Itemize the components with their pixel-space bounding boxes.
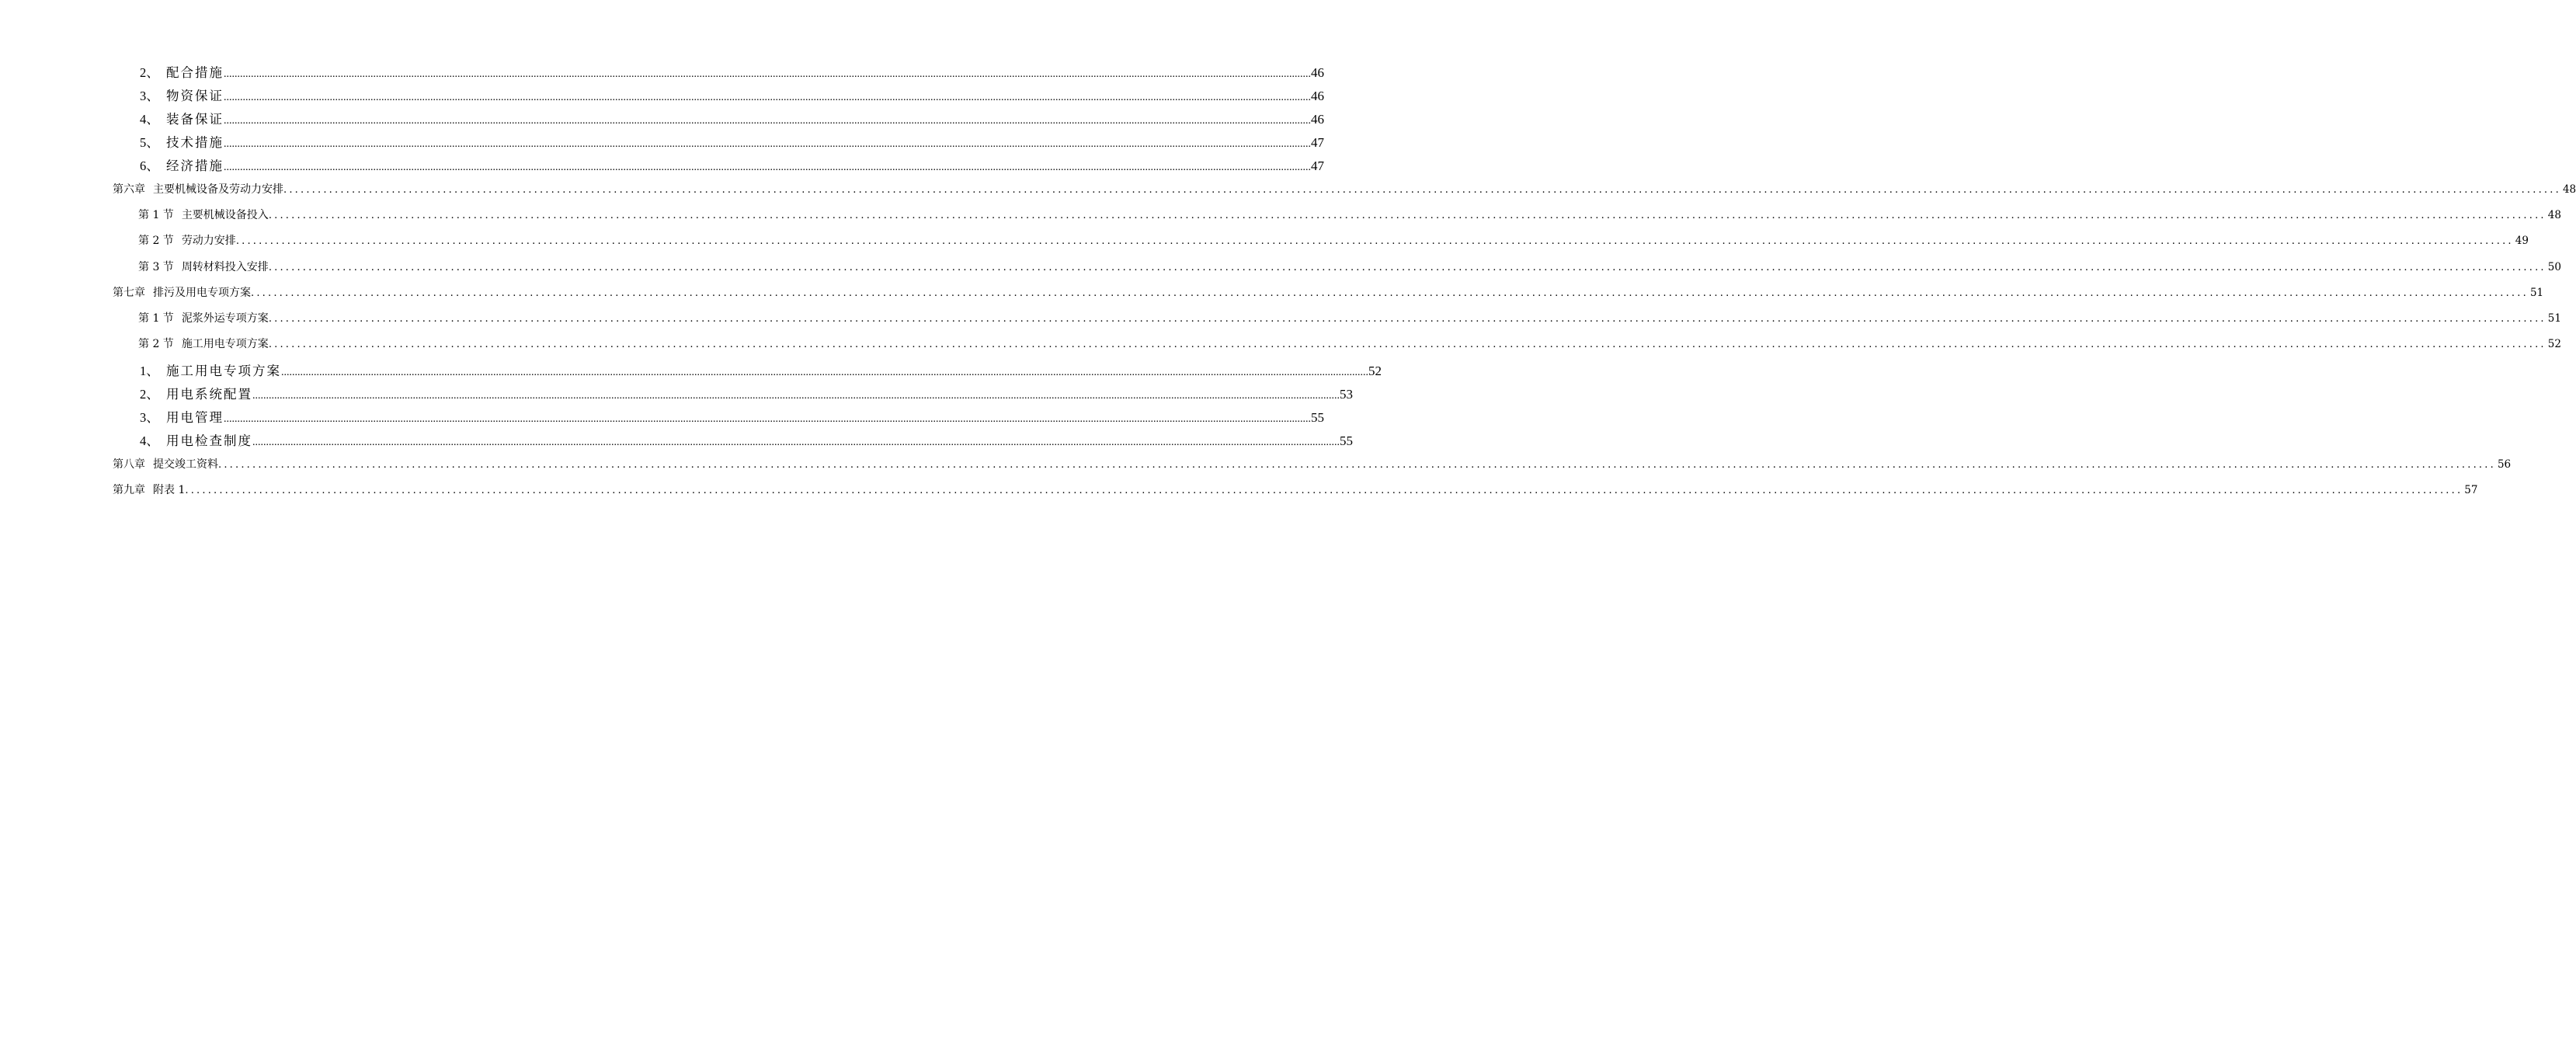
toc-entry-label (140, 85, 224, 104)
toc-entry-label (138, 310, 269, 325)
toc-entry-title: 提交竣工资料 (153, 458, 218, 471)
toc-entry[interactable] (140, 109, 1324, 127)
toc-chapter-entry[interactable] (113, 181, 2576, 197)
toc-chapter-number: 第七章 (113, 287, 145, 299)
toc-entry-label (138, 232, 236, 248)
toc-entry-title: 物资保证 (166, 89, 224, 103)
dot-leader: ................................................................................................................................................................................................................................................................................................................................................................................................................ (268, 262, 2546, 273)
dot-leader: ................................................................................................................................................................................................................................................................................................................................................................................................................ (224, 68, 1311, 80)
toc-entry[interactable] (140, 62, 1324, 81)
toc-entry-page: 47 (1311, 135, 1324, 150)
dot-leader: ................................................................................................................................................................................................................................................................................................................................................................................................................ (252, 390, 1340, 402)
dot-leader: ................................................................................................................................................................................................................................................................................................................................................................................................................ (251, 287, 2529, 299)
toc-entry-page: 47 (1311, 158, 1324, 173)
dot-leader: ................................................................................................................................................................................................................................................................................................................................................................................................................ (224, 162, 1311, 173)
dot-leader: ................................................................................................................................................................................................................................................................................................................................................................................................................ (281, 367, 1368, 378)
toc-section-entry[interactable] (138, 310, 2561, 325)
toc-chapter-entry[interactable] (113, 456, 2512, 472)
toc-section-number: 第 1 节 (138, 209, 174, 221)
toc-entry-title: 用电检查制度 (166, 433, 252, 448)
toc-entry-number: 3、 (140, 89, 159, 103)
toc-entry-label (140, 360, 281, 379)
toc-entry-page: 48 (2547, 209, 2561, 221)
toc-entry-page: 46 (1311, 65, 1324, 80)
toc-entry[interactable] (140, 155, 1324, 174)
toc-entry-label (138, 336, 269, 351)
toc-entry-page: 52 (1368, 364, 1382, 378)
toc-entry-title: 用电系统配置 (166, 387, 252, 402)
toc-entry-label (140, 430, 252, 449)
toc-entry[interactable] (140, 430, 1353, 449)
toc-section-entry[interactable] (138, 207, 2561, 222)
toc-chapter-entry[interactable] (113, 482, 2478, 497)
toc-entry-label (138, 207, 269, 222)
toc-entry-page: 48 (2562, 183, 2576, 196)
toc-entry-title: 附表 1 (153, 484, 186, 496)
toc-entry-page: 46 (1311, 89, 1324, 103)
toc-entry-page: 55 (1340, 433, 1353, 448)
toc-entry-page: 49 (2515, 235, 2529, 247)
toc-entry-label (140, 155, 224, 174)
dot-leader: ................................................................................................................................................................................................................................................................................................................................................................................................................ (252, 437, 1340, 448)
toc-entry[interactable] (140, 360, 1382, 379)
dot-leader: ................................................................................................................................................................................................................................................................................................................................................................................................................ (268, 210, 2546, 221)
toc-chapter-number: 第九章 (113, 484, 145, 496)
toc-entry[interactable] (140, 85, 1324, 104)
toc-entry-title: 技术措施 (166, 135, 224, 150)
toc-entry-title: 用电管理 (166, 410, 224, 425)
toc-entry-page: 57 (2464, 484, 2478, 496)
toc-section-number: 第 2 节 (138, 235, 174, 247)
toc-entry-page: 55 (1311, 410, 1324, 425)
dot-leader: ................................................................................................................................................................................................................................................................................................................................................................................................................ (283, 184, 2561, 196)
toc-entry-label (140, 132, 224, 151)
dot-leader: ................................................................................................................................................................................................................................................................................................................................................................................................................ (185, 485, 2463, 496)
toc-entry-page: 52 (2547, 338, 2561, 350)
toc-entry-title: 配合措施 (166, 65, 224, 80)
toc-section-number: 第 3 节 (138, 261, 174, 273)
toc-entry-title: 排污及用电专项方案 (153, 287, 251, 299)
dot-leader: ................................................................................................................................................................................................................................................................................................................................................................................................................ (224, 413, 1311, 425)
toc-entry-number: 2、 (140, 65, 159, 80)
toc-section-entry[interactable] (138, 232, 2529, 248)
toc-entry-label (113, 456, 218, 472)
toc-entry-label (113, 181, 283, 197)
toc-entry-number: 1、 (140, 364, 159, 378)
toc-entry-page: 56 (2497, 458, 2512, 471)
toc-entry-page: 50 (2547, 261, 2561, 273)
toc-entry-title: 周转材料投入安排 (181, 261, 269, 273)
toc-entry-title: 泥浆外运专项方案 (181, 312, 269, 325)
dot-leader: ................................................................................................................................................................................................................................................................................................................................................................................................................ (268, 313, 2546, 325)
dot-leader: ................................................................................................................................................................................................................................................................................................................................................................................................................ (218, 459, 2496, 471)
dot-leader: ................................................................................................................................................................................................................................................................................................................................................................................................................ (224, 138, 1311, 150)
toc-entry-number: 4、 (140, 112, 159, 127)
toc-entry-label (140, 407, 224, 426)
toc-entry-page: 51 (2529, 287, 2544, 299)
toc-section-number: 第 2 节 (138, 338, 174, 350)
toc-entry[interactable] (140, 407, 1324, 426)
toc-entry-title: 主要机械设备及劳动力安排 (153, 183, 283, 196)
toc-entry-title: 劳动力安排 (181, 235, 236, 247)
toc-entry-label (140, 384, 252, 402)
toc-entry-number: 4、 (140, 433, 159, 448)
toc-entry-title: 施工用电专项方案 (166, 364, 281, 378)
dot-leader: ................................................................................................................................................................................................................................................................................................................................................................................................................ (268, 339, 2546, 350)
toc-entry-page: 46 (1311, 112, 1324, 127)
toc-entry[interactable] (140, 384, 1353, 402)
toc-chapter-entry[interactable] (113, 284, 2544, 300)
toc-entry-number: 2、 (140, 387, 159, 402)
toc-entry-title: 装备保证 (166, 112, 224, 127)
toc-entry-page: 51 (2547, 312, 2561, 325)
toc-entry-label (113, 284, 251, 300)
toc-section-entry[interactable] (138, 259, 2561, 274)
dot-leader: ................................................................................................................................................................................................................................................................................................................................................................................................................ (224, 92, 1311, 103)
toc-entry-label (140, 62, 224, 81)
toc-entry-label (113, 482, 185, 497)
toc-chapter-number: 第六章 (113, 183, 145, 196)
toc-entry-page: 53 (1340, 387, 1353, 402)
dot-leader: ................................................................................................................................................................................................................................................................................................................................................................................................................ (235, 235, 2514, 247)
toc-entry-number: 5、 (140, 135, 159, 150)
toc-entry-number: 6、 (140, 158, 159, 173)
toc-entry-title: 经济措施 (166, 158, 224, 173)
toc-entry[interactable] (140, 132, 1324, 151)
toc-entry-label (140, 109, 224, 127)
toc-section-number: 第 1 节 (138, 312, 174, 325)
toc-chapter-number: 第八章 (113, 458, 145, 471)
toc-section-entry[interactable] (138, 336, 2561, 351)
toc-entry-label (138, 259, 269, 274)
toc-entry-title: 施工用电专项方案 (181, 338, 269, 350)
dot-leader: ................................................................................................................................................................................................................................................................................................................................................................................................................ (224, 115, 1311, 127)
toc-entry-number: 3、 (140, 410, 159, 425)
toc-entry-title: 主要机械设备投入 (181, 209, 269, 221)
